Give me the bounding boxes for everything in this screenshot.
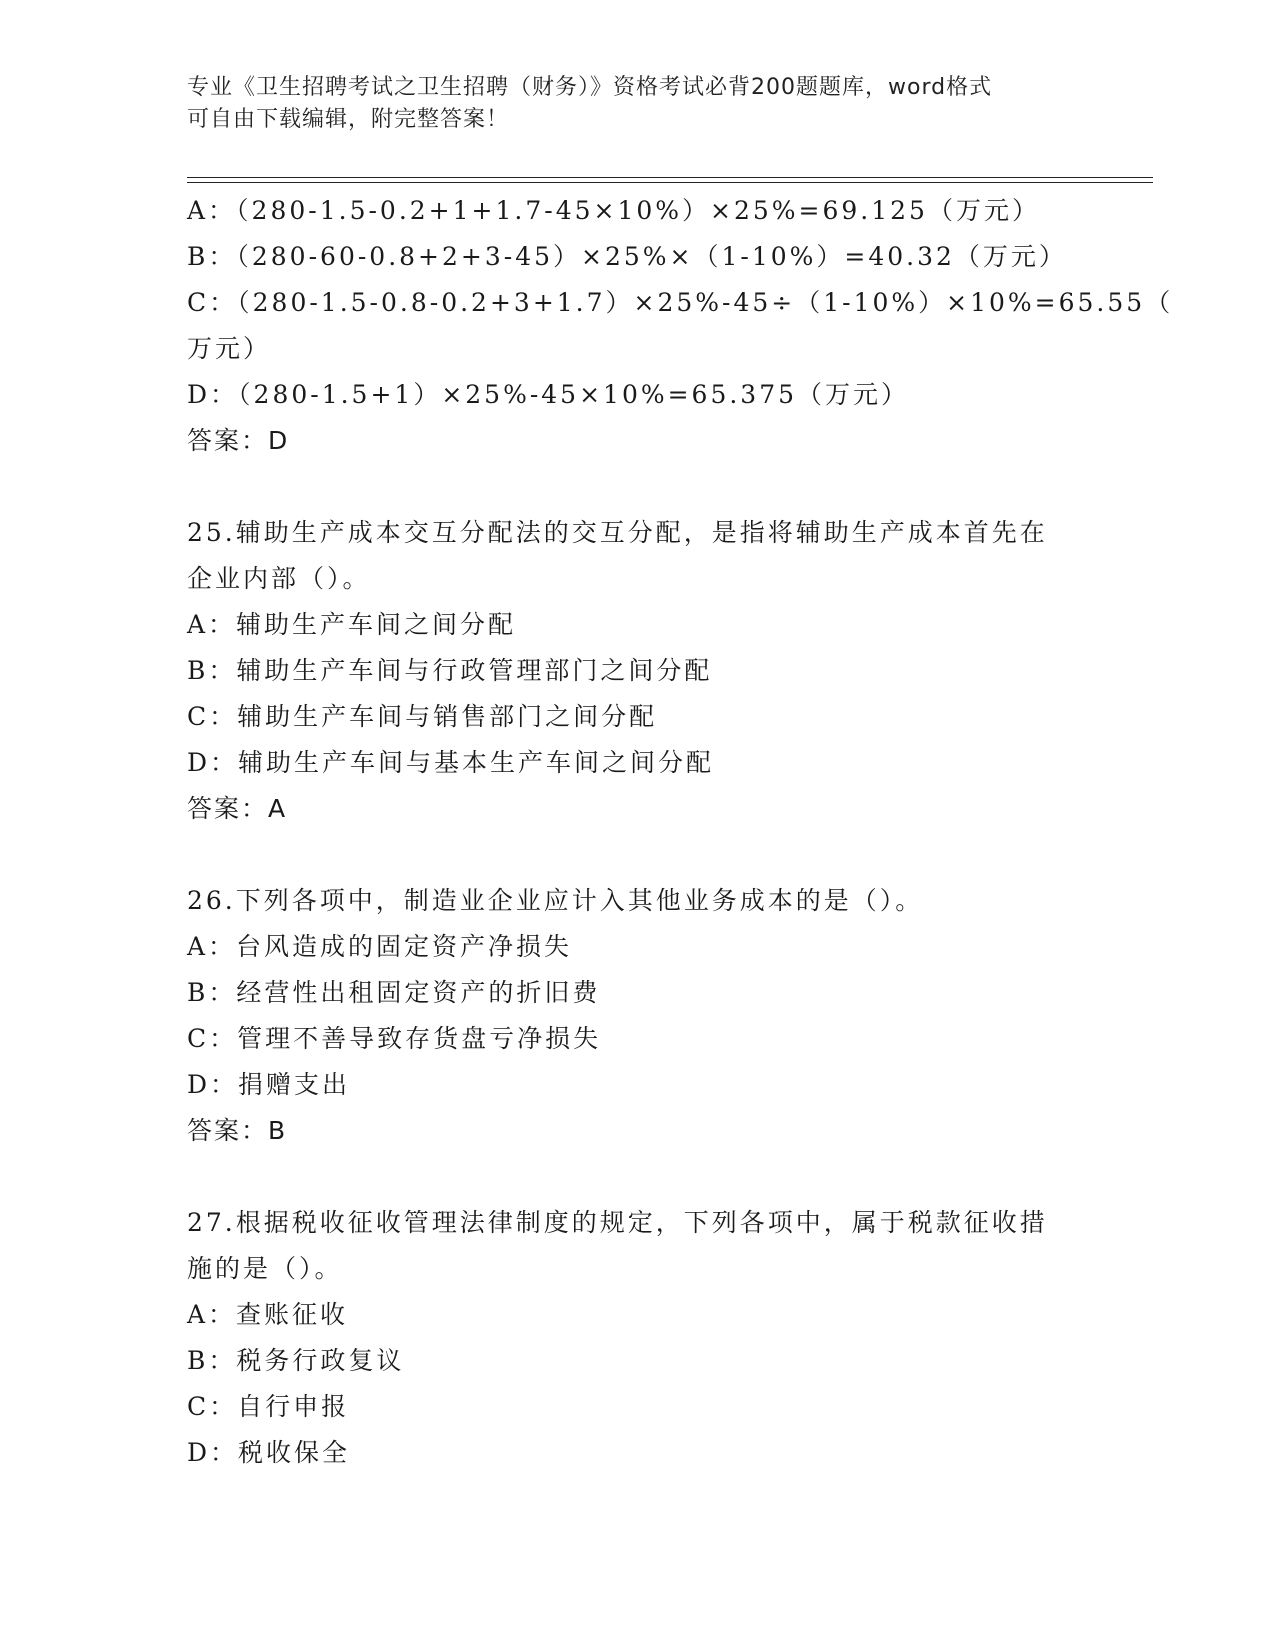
option-b: B：辅助生产车间与行政管理部门之间分配 [187,656,713,685]
option-b: B：税务行政复议 [187,1346,405,1375]
answer: 答案：A [187,794,288,823]
option-a: A：台风造成的固定资产净损失 [187,932,573,961]
header-title-line-2: 可自由下载编辑，附完整答案！ [187,107,510,132]
question-26 [187,878,1087,1154]
option-d: D：税收保全 [187,1438,351,1467]
option-d: D：（280-1.5+1）×25%-45×10%=65.375（万元） [187,380,910,409]
question-24 [187,188,1174,464]
question-stem-continued: 企业内部（）。 [187,564,371,593]
option-a: A：（280-1.5-0.2+1+1.7-45×10%）×25%=69.125（万元） [187,196,1040,225]
question-stem: 25.辅助生产成本交互分配法的交互分配，是指将辅助生产成本首先在 [187,518,1048,547]
question-27 [187,1200,1087,1476]
question-stem-continued: 施的是（）。 [187,1254,343,1283]
answer: 答案：B [187,1116,288,1145]
option-b: B：经营性出租固定资产的折旧费 [187,978,601,1007]
option-b: B：（280-60-0.8+2+3-45）×25%×（1-10%）=40.32（万元） [187,242,1067,271]
option-a: A：辅助生产车间之间分配 [187,610,517,639]
option-d: D：辅助生产车间与基本生产车间之间分配 [187,748,715,777]
option-d: D：捐赠支出 [187,1070,351,1099]
header-title-line-1: 专业《卫生招聘考试之卫生招聘（财务）》资格考试必背200题题库，word格式 [187,75,993,100]
question-stem: 26.下列各项中，制造业企业应计入其他业务成本的是（）。 [187,886,924,915]
question-25 [187,510,1087,832]
header-divider-bottom [187,182,1153,183]
option-c: C：（280-1.5-0.8-0.2+3+1.7）×25%-45÷（1-10%）×10%=65.55（ [187,288,1174,317]
option-c: C：管理不善导致存货盘亏净损失 [187,1024,602,1053]
question-stem: 27.根据税收征收管理法律制度的规定，下列各项中，属于税款征收措 [187,1208,1048,1237]
question-content [187,188,1174,1476]
option-c-continued: 万元） [187,334,272,363]
header-divider-top [187,177,1153,178]
answer: 答案：D [187,426,290,455]
option-a: A：查账征收 [187,1300,349,1329]
document-header [187,72,1087,136]
option-c: C：辅助生产车间与销售部门之间分配 [187,702,658,731]
option-c: C：自行申报 [187,1392,350,1421]
